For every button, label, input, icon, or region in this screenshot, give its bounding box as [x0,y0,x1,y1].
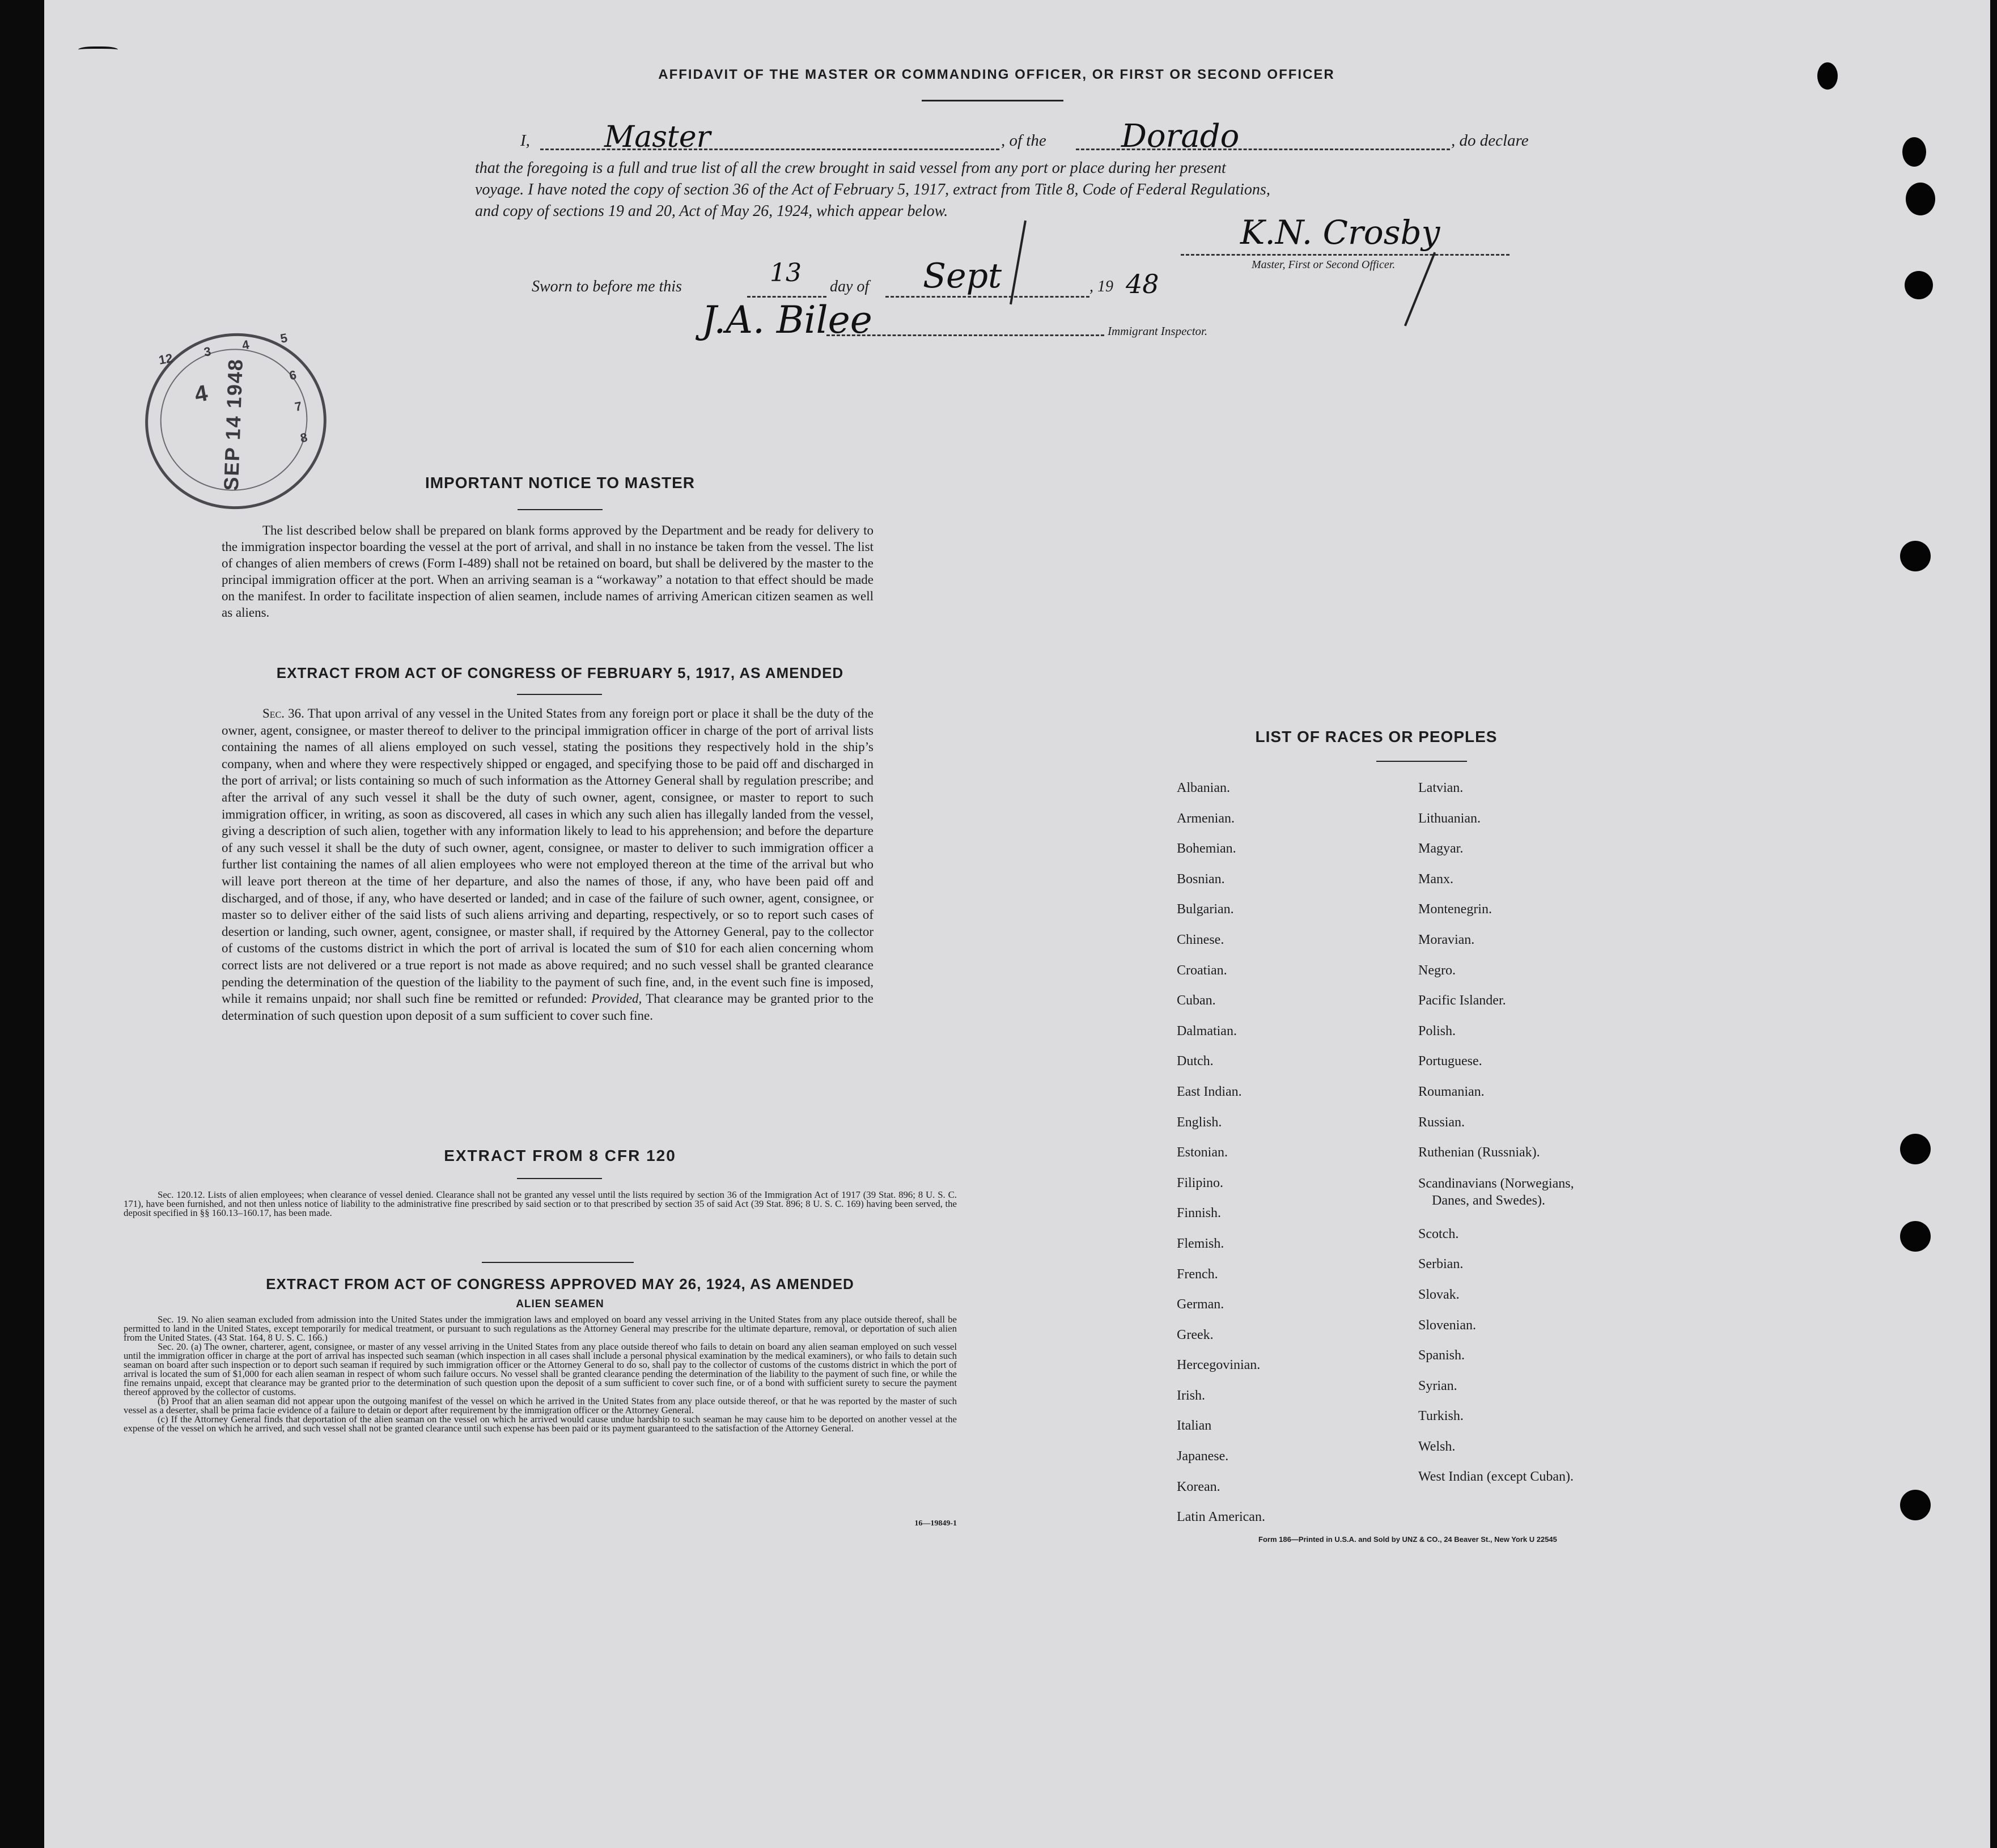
stamp-center-number: 4 [193,380,210,408]
race-item: Chinese. [1177,932,1224,947]
race-item: Negro. [1418,963,1456,978]
punch-hole [1906,183,1935,215]
race-item: Japanese. [1177,1449,1229,1464]
notice-heading: IMPORTANT NOTICE TO MASTER [425,474,696,491]
race-item: Filipino. [1177,1175,1224,1190]
race-item: Dalmatian. [1177,1023,1237,1039]
punch-hole [1900,1134,1931,1164]
punch-hole [1817,62,1838,90]
punch-hole [1900,541,1931,571]
race-item: Flemish. [1177,1236,1224,1251]
punch-hole [1905,271,1933,299]
sec-20a-text: Sec. 20. (a) The owner, charterer, agent, consignee, or master of any vessel arriving in the United States from any place outside thereof who fails to detain on board any alien seaman employed on such vessel until the immigration officer in charge at the port of arrival has inspected such seaman (which inspection in all cases shall include a personal physical examination by the medical examiners), or who fails to detain such seaman on board after such inspection or to deport such seaman if required by such immigration officer or the Attorney General to do so, shall pay to the collector of customs of the customs district in which the port of arrival is located the sum of $1,000 for each alien seaman in respect of whom such failure occurs. No vessel shall be granted clearance pending the determination of the liability to the payment of such fine, or while the fine remains unpaid, except that clearance may be granted prior to the determination of such question upon the deposit of a sum sufficient to cover such fine, or of a bond with sufficient surety to secure the payment thereof approved by the collector of customs. [124,1341,957,1397]
race-item: Slovenian. [1418,1317,1476,1333]
inspector-signature-block [702,298,1212,368]
race-item: German. [1177,1297,1224,1312]
inspection-date-stamp [132,319,341,524]
of-the-label: , of the [1001,132,1046,150]
year-handwritten: 48 [1126,269,1159,299]
race-item: Danes, and Swedes). [1432,1193,1545,1208]
i-label: I, [520,132,530,150]
affidavit-title: AFFIDAVIT OF THE MASTER OR COMMANDING OFFICER, OR FIRST OR SECOND OFFICER [658,67,1335,82]
races-heading: LIST OF RACES OR PEOPLES [1255,728,1498,745]
stamp-number-2: 3 [202,344,213,359]
race-item: Scandinavians (Norwegians, [1418,1176,1574,1191]
race-item: Polish. [1418,1023,1456,1039]
race-item: Welsh. [1418,1439,1456,1454]
sec-36-label: Sec. 36. [262,706,304,720]
vessel-handwritten: Dorado [1121,118,1240,155]
stamp-number-4: 5 [279,330,289,346]
inspector-signature: J.A. Bilee [702,298,872,342]
stamp-number-6: 7 [294,399,303,414]
race-item: Russian. [1418,1114,1465,1130]
extract-1924-body [124,1315,957,1433]
race-item: Serbian. [1418,1257,1464,1272]
sec-36-text: That upon arrival of any vessel in the United States from any foreign port or place it shall be the duty of the owner, agent, consignee, or master thereof to deliver to the principal immigration officer in charge of the port of arrival lists containing the names of all aliens employed on such vessel, stating the positions they respectively hold in the ship’s company, when and where they were respectively shipped or engaged, and specifying those to be paid off and discharged in the port of arrival; or lists containing so much of such information as the Attorney General shall by regulation prescribe; and after the arrival of any such vessel it shall be the duty of such owner, agent, consignee, or master to report to such immigration officer, in writing, as soon as discovered, all cases in which any such alien has illegally landed from the vessel, giving a description of such alien, together with any information likely to lead to his apprehension; and before the departure of any such vessel it shall be the duty of such owner, agent, consignee, or master to deliver to such immigration officer a further list containing the names of all alien employees who were not employed thereon at the time of the arrival but who will leave port thereon at the time of her departure, and also the names of those, if any, who have been paid off and discharged, and of those, if any, who have deserted or landed; and in case of the failure of such owner, agent, consignee, or master so to deliver either of the said lists of such aliens arriving and departing, respectively, or so to report such cases of desertion or landing, such owner, agent, consignee, or master shall, if required by the Attorney General, pay to the collector of customs of the customs district in which the port of arrival is located the sum of $10 for each alien concerning whom correct lists are not delivered or a true report is not made as above required; and no such vessel shall be granted clearance pending the determination of the question of the liability to the payment of such fine, and, in the event such fine is imposed, while it remains unpaid; nor shall such fine be remitted or refunded: [222,706,874,1006]
stamp-number-5: 6 [288,367,298,383]
race-item: Montenegrin. [1418,902,1492,917]
notice-rule [518,509,603,510]
declaration-line [475,118,1552,160]
declaration-line-1: that the foregoing is a full and true list of all the crew brought in said vessel from any port or place during her present [475,159,1226,177]
race-item: Manx. [1418,871,1453,887]
separator-rule [482,1262,634,1263]
extract-1924-subheading: ALIEN SEAMEN [516,1298,604,1310]
mark-above-vessel [922,100,1063,101]
race-item: Estonian. [1177,1145,1228,1160]
race-item: Hercegovinian. [1177,1358,1261,1373]
sec-36-provided: Provided, [591,991,642,1006]
race-item: Bulgarian. [1177,902,1234,917]
sworn-label: Sworn to before me this [532,278,682,295]
race-item: Latvian. [1418,781,1464,795]
race-item: Bosnian. [1177,871,1225,887]
stamp-number-1: 12 [158,350,174,367]
stamp-date: SEP 14 1948 [219,358,248,491]
declaration-line-3: and copy of sections 19 and 20, Act of May 26, 1924, which appear below. [475,202,948,220]
sworn-day: 13 [770,258,802,287]
races-rule [1376,761,1467,762]
punch-hole [1902,137,1926,167]
declaration-line-2: voyage. I have noted the copy of section 36 of the Act of February 5, 1917, extract from Title 8, Code of Federal Regulations, [475,181,1270,198]
race-item: Italian [1177,1418,1212,1434]
race-item: East Indian. [1177,1084,1242,1099]
race-item: Greek. [1177,1327,1214,1342]
sec-20c-text: (c) If the Attorney General finds that deportation of the alien seaman on the vessel on which he arrived would cause undue hardship to such seaman he may cause him to be deported on another vessel at the expense of the vessel on which he arrived, and such vessel shall not be granted clearance until such expense has been paid or its payment guaranteed to the satisfaction of the Attorney General. [124,1414,957,1434]
race-item: French. [1177,1266,1218,1282]
stamp-number-3: 4 [241,337,251,353]
punch-hole [1900,1221,1931,1252]
sec-20b-text: (b) Proof that an alien seaman did not appear upon the outgoing manifest of the vessel on which he arrived in the United States from any place outside thereof, or that he was reported by the master of such vessel as a deserter, shall be prima facie evidence of a failure to detain or deport after requirement by the immigration officer or the Attorney General. [124,1396,957,1415]
extract-1917-rule [517,694,602,695]
punch-hole [1900,1490,1931,1520]
sworn-month: Sept [923,256,1002,296]
race-item: Scotch. [1418,1226,1459,1241]
sec-19-text: Sec. 19. No alien seaman excluded from admission into the United States under the immigration laws and employed on board any vessel arriving in the United States from any place outside thereof, shall be permitted to land in the United States, except temporarily for medical treatment, or pursuant to such regulations as the Attorney General may prescribe for the ultimate departure, removal, or deportation of such alien from the United States. (43 Stat. 164, 8 U. S. C. 166.) [124,1314,957,1343]
race-item: Spanish. [1418,1348,1465,1363]
race-item: Bohemian. [1177,841,1236,857]
extract-1924-heading: EXTRACT FROM ACT OF CONGRESS APPROVED MAY 26, 1924, AS AMENDED [266,1275,854,1292]
race-item: Ruthenian (Russniak). [1418,1145,1540,1160]
race-item: Syrian. [1418,1378,1457,1393]
race-item: Croatian. [1177,963,1227,978]
race-item: Portuguese. [1418,1054,1482,1069]
race-item: West Indian (except Cuban). [1418,1469,1574,1485]
do-declare-label: , do declare [1451,132,1529,150]
officer-signature-line [1181,254,1510,256]
corner-mark [78,46,118,54]
race-item: Turkish. [1418,1409,1464,1424]
sec-36-text-end: That clearance may be granted prior to the determination of such question upon deposit of a sum sufficient to cover such fine. [222,991,874,1023]
extract-1917-heading: EXTRACT FROM ACT OF CONGRESS OF FEBRUARY 5, 1917, AS AMENDED [276,664,844,681]
stamp-number-7: 8 [299,430,309,446]
race-item: Lithuanian. [1418,811,1481,826]
form-page [44,0,1990,1848]
race-item: Roumanian. [1418,1084,1485,1099]
race-item: Irish. [1177,1388,1205,1403]
extract-cfr-heading: EXTRACT FROM 8 CFR 120 [444,1147,676,1164]
race-item: Moravian. [1418,932,1475,947]
inspector-caption: Immigrant Inspector. [1108,324,1208,338]
race-item: Latin American. [1177,1510,1265,1525]
race-item: English. [1177,1114,1222,1130]
extract-cfr-body: Sec. 120.12. Lists of alien employees; when clearance of vessel denied. Clearance shall not be granted any vessel until the lists required by section 36 of the Immigration Act of 1917 (39 Stat. 896; 8 U. S. C. 171), have been furnished, and not then unless notice of liability to the administrative fine prescribed by said section or to that prescribed by section 35 of said Act (39 Stat. 896; 8 U. S. C. 169) having been served, the deposit specified in §§ 160.13–160.17, has been made. [124,1189,957,1218]
extract-cfr-rule [517,1178,602,1179]
race-item: Armenian. [1177,811,1235,826]
race-item: Pacific Islander. [1418,993,1506,1008]
name-handwritten: Master [604,120,711,154]
form-code: 16—19849-1 [914,1519,957,1528]
sworn-month-line [885,296,1089,298]
notice-body: The list described below shall be prepared on blank forms approved by the Department and be ready for delivery to the immigration inspector boarding the vessel at the port of arrival, and shall in no instance be taken from the vessel. The list of changes of alien members of crews (Form I-489) shall not be retained on board, but shall be delivered by the master to the principal immigration officer at the port. When an arriving seaman is a “workaway” a notation to that effect should be made on the manifest. In order to facilitate inspection of alien seamen, include names of arriving American citizen seamen as well as aliens. [222,523,874,620]
officer-caption: Master, First or Second Officer. [1252,258,1396,271]
race-item: Magyar. [1418,841,1464,857]
race-item: Finnish. [1177,1206,1222,1221]
races-right-column [1418,773,1656,1493]
declaration-body [475,158,1552,222]
race-item: Albanian. [1177,781,1230,795]
day-of-label: day of [830,278,870,295]
printer-imprint: Form 186—Printed in U.S.A. and Sold by UNZ & CO., 24 Beaver St., New York U 22545 [1258,1535,1557,1544]
race-item: Cuban. [1177,993,1216,1008]
sworn-day-line [747,296,826,298]
race-item: Slovak. [1418,1287,1460,1302]
officer-signature: K.N. Crosby [1240,213,1440,252]
sworn-line [532,256,1269,306]
race-item: Dutch. [1177,1054,1214,1069]
year-prefix: , 19 [1089,278,1113,295]
race-item: Korean. [1177,1479,1220,1494]
extract-1917-body [222,705,874,1024]
races-left-column [1177,773,1347,1533]
